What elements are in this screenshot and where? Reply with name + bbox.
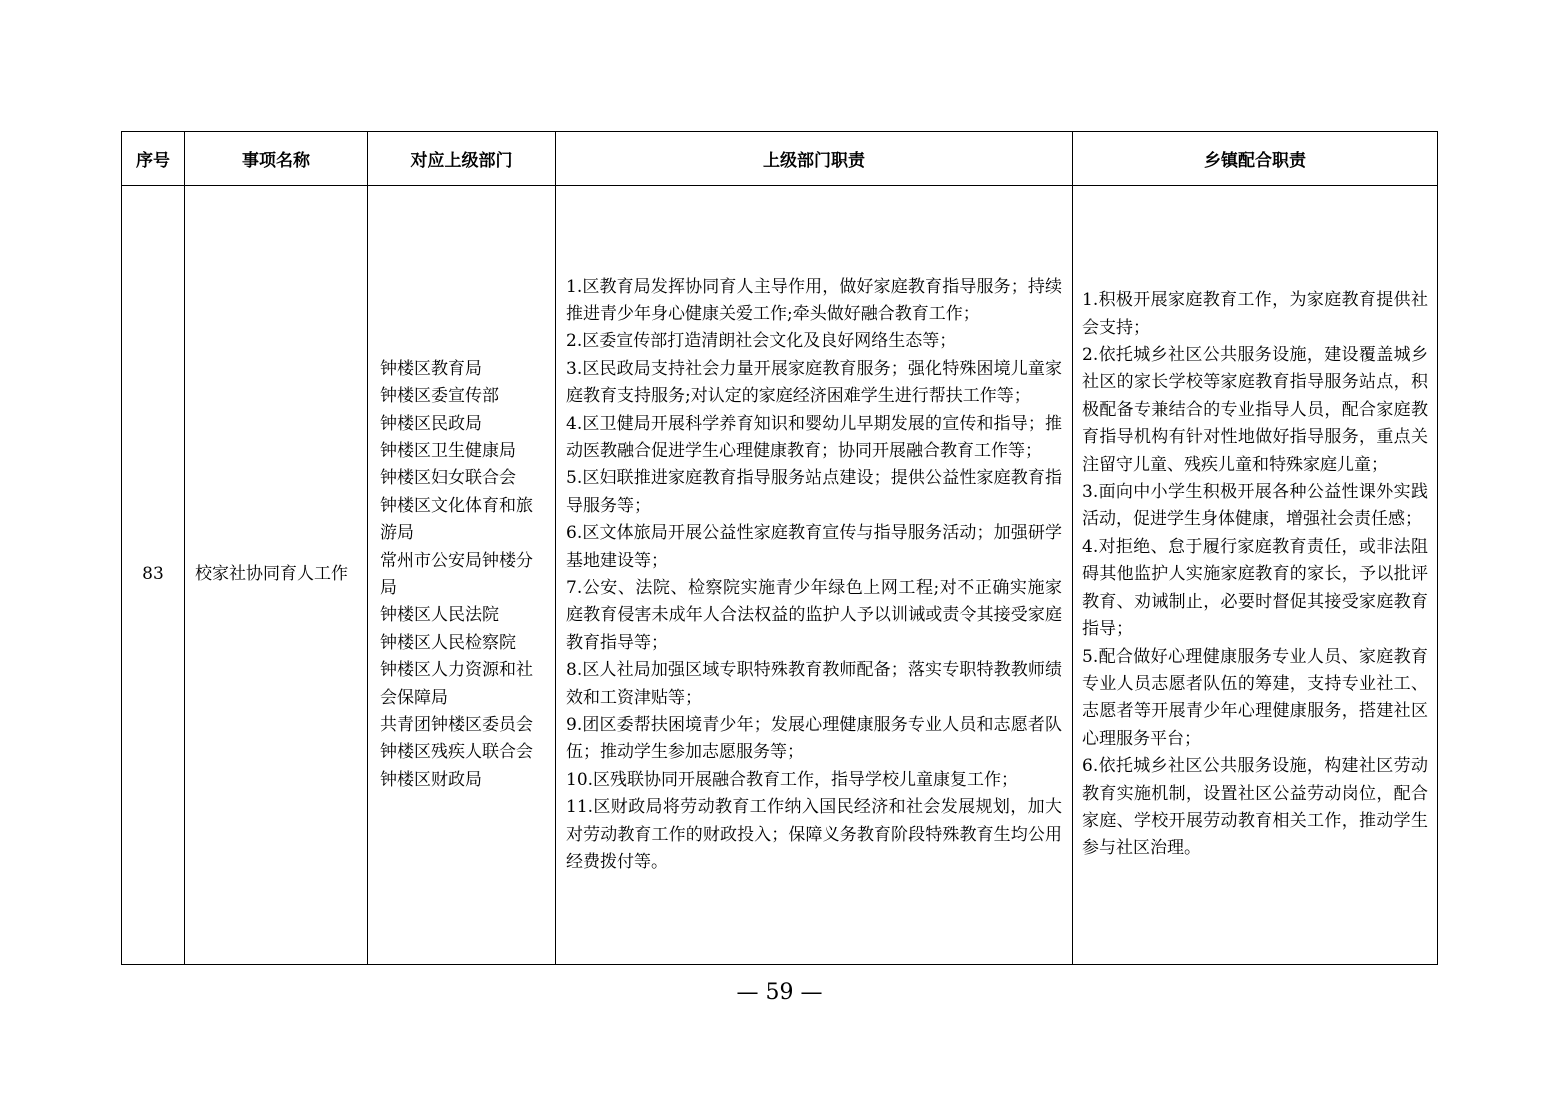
upper-duty-item: 10.区残联协同开展融合教育工作，指导学校儿童康复工作； xyxy=(566,769,1019,790)
upper-duty-item: 9.团区委帮扶困境青少年；发展心理健康服务专业人员和志愿者队伍；推动学生参加志愿服务等； xyxy=(566,715,1062,763)
town-duty-item: 3.面向中小学生积极开展各种公益性课外实践活动，促进学生身体健康，增强社会责任感； xyxy=(1082,482,1428,530)
header-department: 对应上级部门 xyxy=(368,132,556,186)
upper-duties xyxy=(556,186,1073,965)
upper-duty-item: 1.区教育局发挥协同育人主导作用，做好家庭教育指导服务；持续推进青少年身心健康关爱工作;牵头做好融合教育工作； xyxy=(566,276,1062,324)
town-duty-item: 2.依托城乡社区公共服务设施，建设覆盖城乡社区的家长学校等家庭教育指导服务站点，积极配备专兼结合的专业指导人员，配合家庭教育指导机构有针对性地做好指导服务，重点关注留守儿童、残疾儿童和特殊家庭儿童； xyxy=(1082,345,1428,475)
row-number: 83 xyxy=(122,186,185,965)
department-item: 钟楼区人民检察院 xyxy=(380,632,516,653)
upper-duty-item: 8.区人社局加强区域专职特殊教育教师配备；落实专职特教教师绩效和工资津贴等； xyxy=(566,660,1062,708)
town-duty-item: 4.对拒绝、怠于履行家庭教育责任，或非法阻碍其他监护人实施家庭教育的家长，予以批评教育、劝诫制止，必要时督促其接受家庭教育指导； xyxy=(1082,536,1428,640)
department-item: 钟楼区教育局 xyxy=(380,358,482,379)
department-list xyxy=(368,186,556,965)
upper-duty-item: 7.公安、法院、检察院实施青少年绿色上网工程;对不正确实施家庭教育侵害未成年人合法权益的监护人予以训诫或责令其接受家庭教育指导等； xyxy=(566,578,1062,653)
upper-duty-item: 6.区文体旅局开展公益性家庭教育宣传与指导服务活动；加强研学基地建设等； xyxy=(566,523,1062,571)
duty-table xyxy=(121,131,1438,965)
header-town-duties: 乡镇配合职责 xyxy=(1073,132,1438,186)
town-duty-item: 6.依托城乡社区公共服务设施，构建社区劳动教育实施机制，设置社区公益劳动岗位，配合家庭、学校开展劳动教育相关工作，推动学生参与社区治理。 xyxy=(1082,756,1428,859)
page-number: — 59 — xyxy=(736,980,823,1005)
department-item: 共青团钟楼区委员会 xyxy=(380,715,533,736)
table-row xyxy=(122,186,1438,965)
department-item: 钟楼区人力资源和社会保障局 xyxy=(380,660,533,708)
upper-duty-item: 2.区委宣传部打造清朗社会文化及良好网络生态等； xyxy=(566,331,957,352)
upper-duty-item: 11.区财政局将劳动教育工作纳入国民经济和社会发展规划，加大对劳动教育工作的财政投入；保障义务教育阶段特殊教育生均公用经费拨付等。 xyxy=(566,797,1062,873)
upper-duty-item: 3.区民政局支持社会力量开展家庭教育服务；强化特殊困境儿童家庭教育支持服务;对认定的家庭经济困难学生进行帮扶工作等； xyxy=(566,358,1062,407)
header-no: 序号 xyxy=(122,132,185,186)
department-item: 钟楼区财政局 xyxy=(380,769,482,790)
department-item: 钟楼区民政局 xyxy=(380,413,482,434)
department-item: 钟楼区委宣传部 xyxy=(380,386,499,407)
header-upper-duties: 上级部门职责 xyxy=(556,132,1073,186)
town-duty-item: 5.配合做好心理健康服务专业人员、家庭教育专业人员志愿者队伍的筹建，支持专业社工、志愿者等开展青少年心理健康服务，搭建社区心理服务平台； xyxy=(1082,646,1428,749)
town-duties xyxy=(1073,186,1438,965)
department-item: 常州市公安局钟楼分局 xyxy=(380,550,533,598)
upper-duty-item: 4.区卫健局开展科学养育知识和婴幼儿早期发展的宣传和指导；推动医教融合促进学生心理健康教育；协同开展融合教育工作等； xyxy=(566,413,1062,461)
table-header-row xyxy=(122,132,1438,186)
department-item: 钟楼区人民法院 xyxy=(380,605,499,626)
header-item-name: 事项名称 xyxy=(185,132,368,186)
department-item: 钟楼区妇女联合会 xyxy=(380,468,516,489)
town-duty-item: 1.积极开展家庭教育工作，为家庭教育提供社会支持； xyxy=(1082,290,1428,338)
department-item: 钟楼区残疾人联合会 xyxy=(380,742,533,763)
department-item: 钟楼区卫生健康局 xyxy=(380,440,516,461)
department-item: 钟楼区文化体育和旅游局 xyxy=(380,495,533,544)
item-name: 校家社协同育人工作 xyxy=(185,186,368,965)
upper-duty-item: 5.区妇联推进家庭教育指导服务站点建设；提供公益性家庭教育指导服务等； xyxy=(566,468,1062,516)
